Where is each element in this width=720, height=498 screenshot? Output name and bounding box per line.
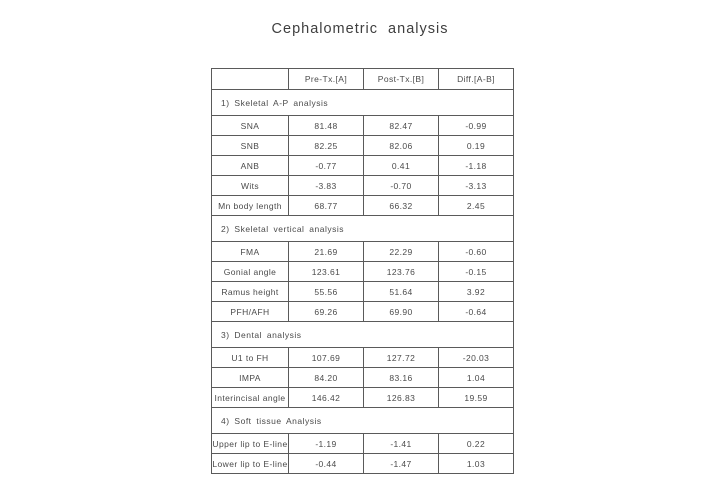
pre-value: 21.69 — [289, 242, 364, 262]
diff-value: 0.22 — [439, 434, 514, 454]
post-value: 82.06 — [364, 136, 439, 156]
diff-value: -0.64 — [439, 302, 514, 322]
row-label: SNA — [212, 116, 289, 136]
row-label: IMPA — [212, 368, 289, 388]
section-heading-row — [212, 408, 514, 434]
post-value: 83.16 — [364, 368, 439, 388]
section-heading-skeletal-vertical: 2) Skeletal vertical analysis — [212, 216, 514, 242]
row-label: Gonial angle — [212, 262, 289, 282]
row-label: Lower lip to E-line — [212, 454, 289, 474]
row-label: SNB — [212, 136, 289, 156]
diff-value: 0.19 — [439, 136, 514, 156]
diff-value: -0.60 — [439, 242, 514, 262]
post-value: -1.47 — [364, 454, 439, 474]
pre-value: 69.26 — [289, 302, 364, 322]
col-header-post: Post-Tx.[B] — [364, 69, 439, 90]
pre-value: -0.44 — [289, 454, 364, 474]
col-header-metric — [212, 69, 289, 90]
row-label: PFH/AFH — [212, 302, 289, 322]
diff-value: -20.03 — [439, 348, 514, 368]
diff-value: 1.04 — [439, 368, 514, 388]
section-heading-row — [212, 216, 514, 242]
pre-value: 123.61 — [289, 262, 364, 282]
section-heading-dental: 3) Dental analysis — [212, 322, 514, 348]
section-heading-skeletal-ap: 1) Skeletal A-P analysis — [212, 90, 514, 116]
pre-value: 68.77 — [289, 196, 364, 216]
post-value: 51.64 — [364, 282, 439, 302]
section-heading-soft-tissue: 4) Soft tissue Analysis — [212, 408, 514, 434]
table-row — [212, 348, 514, 368]
pre-value: -1.19 — [289, 434, 364, 454]
row-label: Interincisal angle — [212, 388, 289, 408]
row-label: Mn body length — [212, 196, 289, 216]
table-row — [212, 368, 514, 388]
table-row — [212, 388, 514, 408]
table-row — [212, 454, 514, 474]
diff-value: 1.03 — [439, 454, 514, 474]
post-value: 22.29 — [364, 242, 439, 262]
row-label: Wits — [212, 176, 289, 196]
row-label: FMA — [212, 242, 289, 262]
post-value: 126.83 — [364, 388, 439, 408]
post-value: -0.70 — [364, 176, 439, 196]
page-title: Cephalometric analysis — [271, 21, 449, 37]
table-row — [212, 242, 514, 262]
pre-value: 146.42 — [289, 388, 364, 408]
row-label: Upper lip to E-line — [212, 434, 289, 454]
cephalometric-table — [211, 68, 514, 474]
diff-value: 3.92 — [439, 282, 514, 302]
post-value: 127.72 — [364, 348, 439, 368]
table-row — [212, 196, 514, 216]
post-value: -1.41 — [364, 434, 439, 454]
pre-value: -0.77 — [289, 156, 364, 176]
row-label: ANB — [212, 156, 289, 176]
pre-value: 82.25 — [289, 136, 364, 156]
diff-value: 19.59 — [439, 388, 514, 408]
post-value: 69.90 — [364, 302, 439, 322]
col-header-pre: Pre-Tx.[A] — [289, 69, 364, 90]
table-row — [212, 262, 514, 282]
pre-value: 81.48 — [289, 116, 364, 136]
table-row — [212, 282, 514, 302]
table-row — [212, 136, 514, 156]
section-heading-row — [212, 322, 514, 348]
row-label: U1 to FH — [212, 348, 289, 368]
post-value: 82.47 — [364, 116, 439, 136]
pre-value: 107.69 — [289, 348, 364, 368]
pre-value: -3.83 — [289, 176, 364, 196]
table-row — [212, 434, 514, 454]
diff-value: -1.18 — [439, 156, 514, 176]
pre-value: 84.20 — [289, 368, 364, 388]
post-value: 66.32 — [364, 196, 439, 216]
col-header-diff: Diff.[A-B] — [439, 69, 514, 90]
diff-value: 2.45 — [439, 196, 514, 216]
row-label: Ramus height — [212, 282, 289, 302]
table-row — [212, 156, 514, 176]
diff-value: -0.99 — [439, 116, 514, 136]
table-row — [212, 116, 514, 136]
post-value: 0.41 — [364, 156, 439, 176]
column-header-row — [212, 69, 514, 90]
post-value: 123.76 — [364, 262, 439, 282]
section-heading-row — [212, 90, 514, 116]
diff-value: -3.13 — [439, 176, 514, 196]
table-row — [212, 176, 514, 196]
table-row — [212, 302, 514, 322]
diff-value: -0.15 — [439, 262, 514, 282]
pre-value: 55.56 — [289, 282, 364, 302]
